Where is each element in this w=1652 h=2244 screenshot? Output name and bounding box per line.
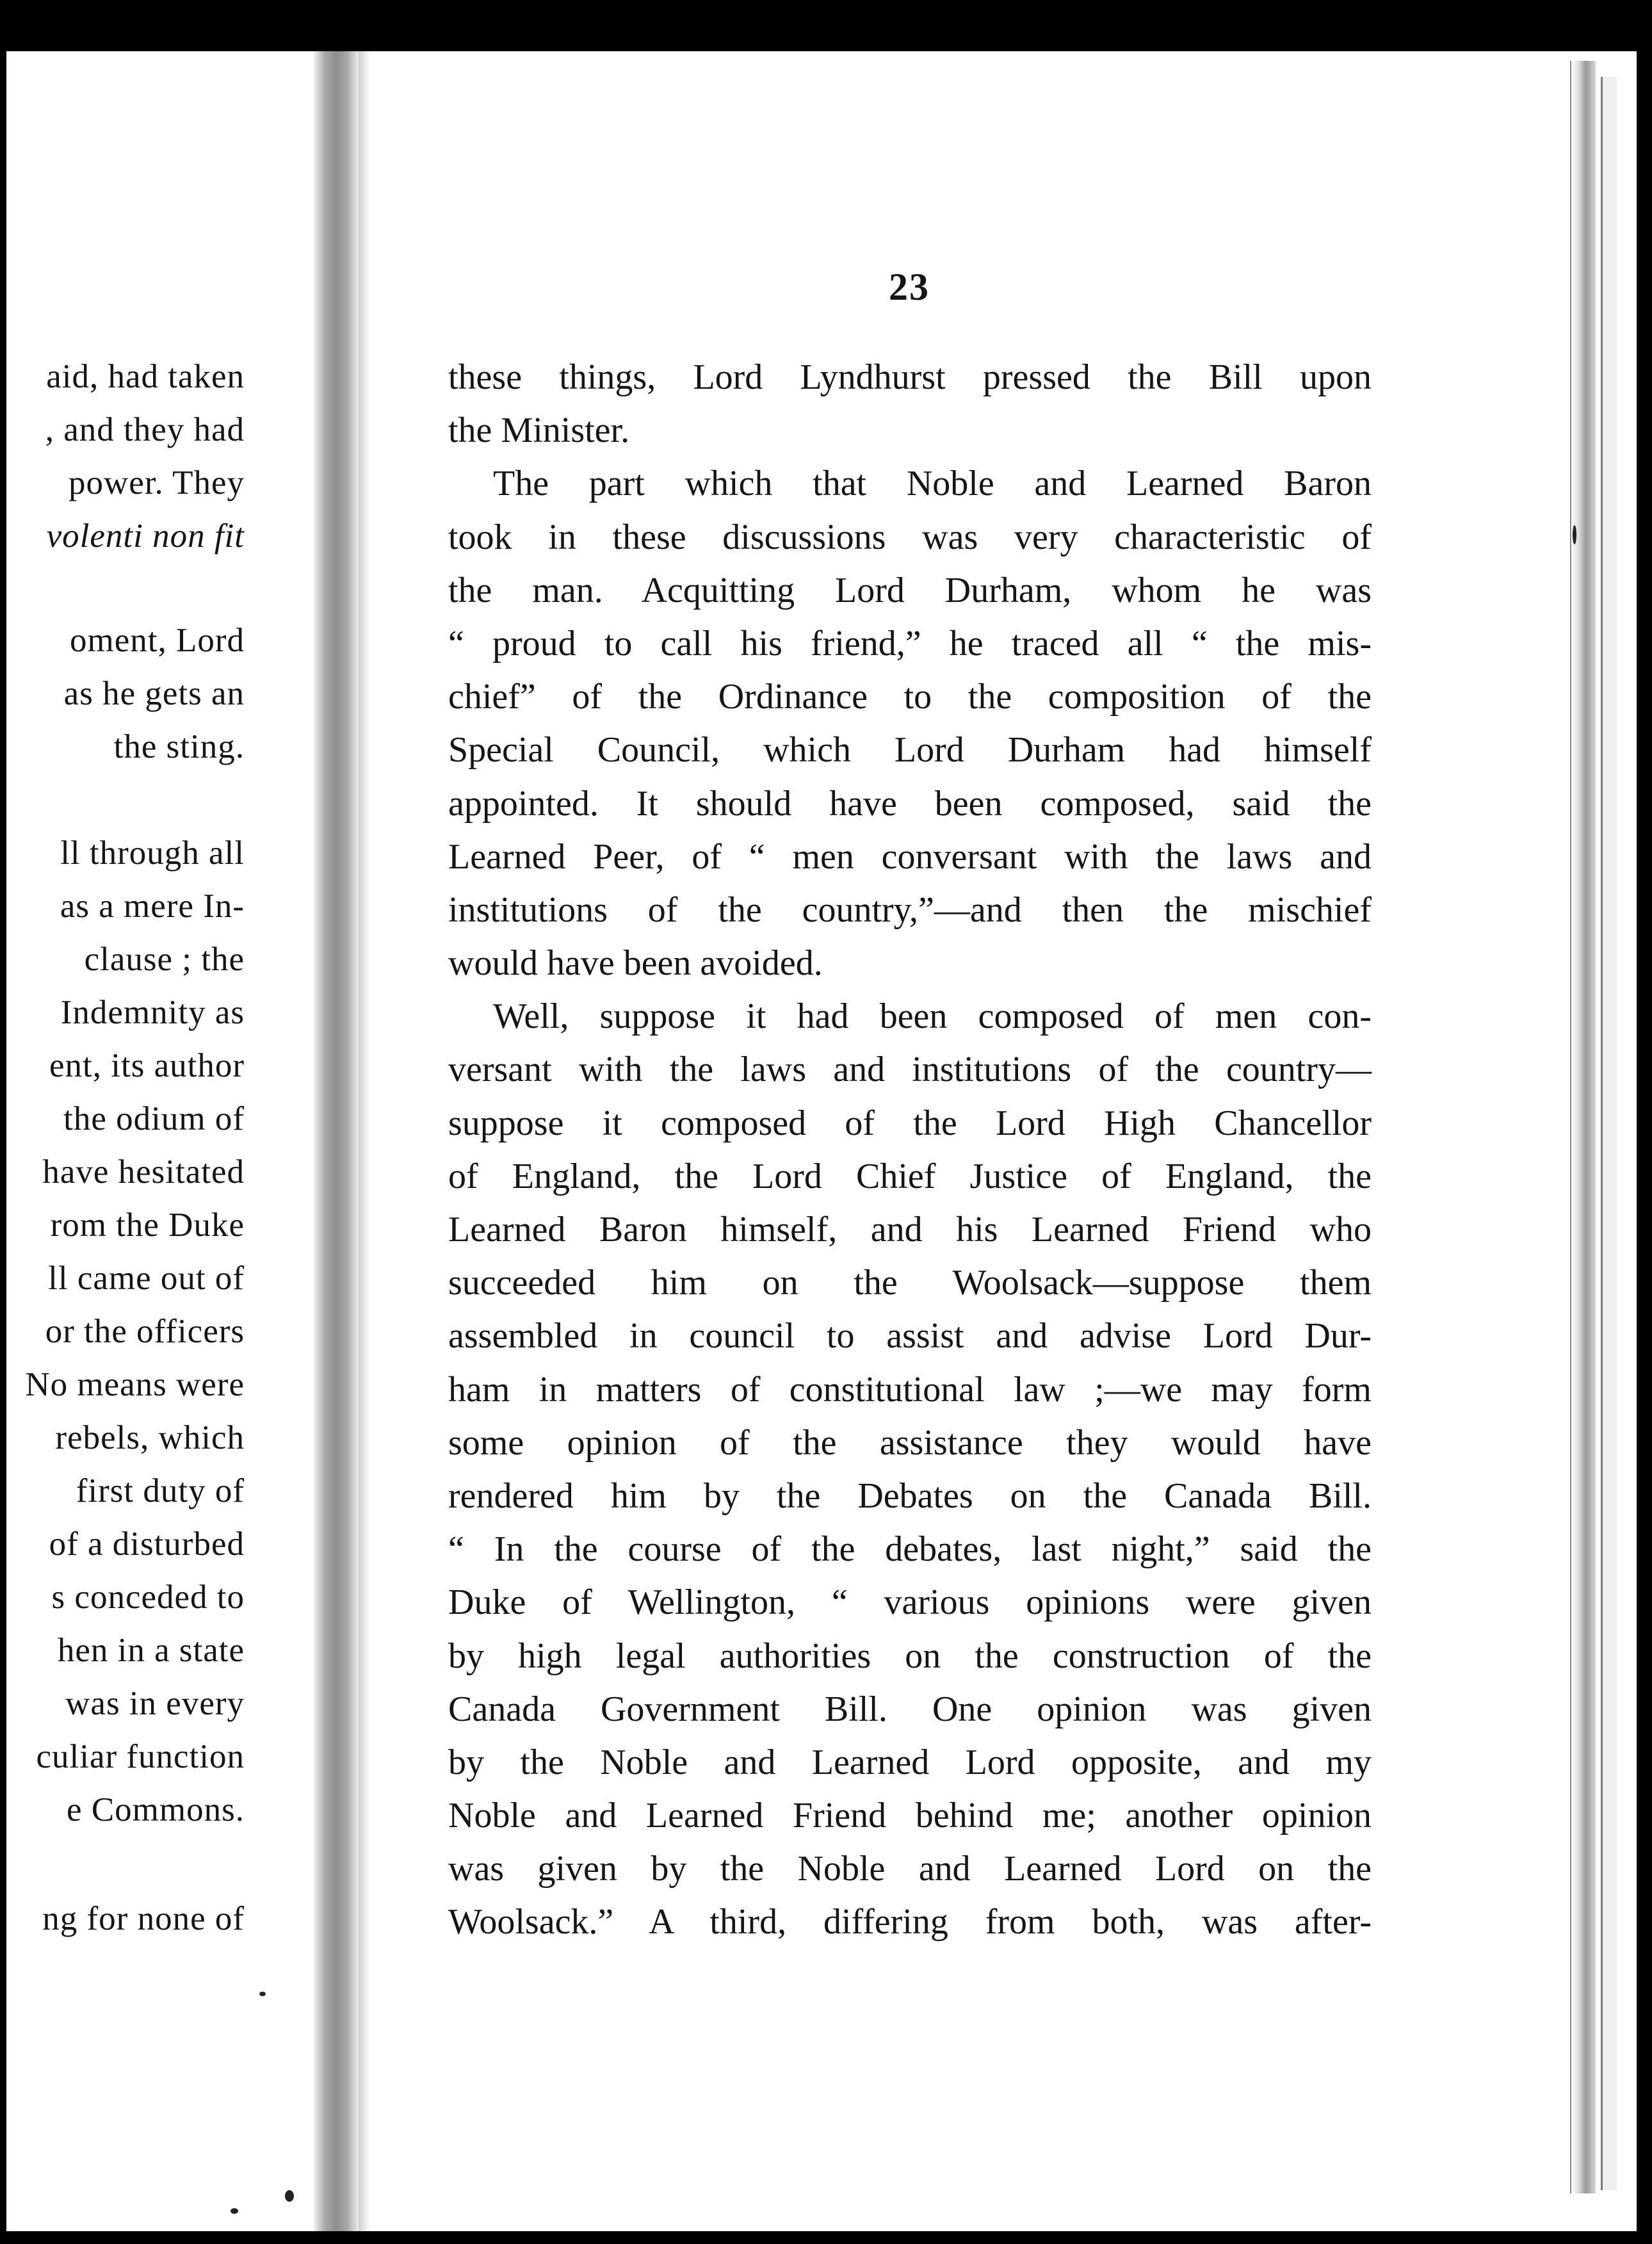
- text-line: appointed. It should have been composed, said the: [448, 783, 1372, 824]
- text-line: versant with the laws and institutions of the country—: [448, 1050, 1372, 1090]
- text-line: took in these discussions was very characteristic of: [448, 517, 1372, 557]
- scan-border-top: [0, 0, 1652, 51]
- facing-line: ll through all: [60, 834, 245, 872]
- text-line: Duke of Wellington, “ various opinions were given: [448, 1582, 1372, 1623]
- text-line: Learned Peer, of “ men conversant with the laws and: [448, 836, 1372, 877]
- book-gutter: [314, 51, 359, 2231]
- facing-line: ng for none of: [42, 1900, 245, 1937]
- facing-line: rom the Duke: [50, 1207, 245, 1244]
- facing-line: , and they had: [45, 411, 245, 448]
- text-line: some opinion of the assistance they would have: [448, 1422, 1372, 1463]
- text-line: Woolsack.” A third, differing from both, was after-: [448, 1902, 1372, 1942]
- text-line: “ In the course of the debates, last night,” said the: [448, 1529, 1372, 1570]
- scan-speck: [259, 1992, 266, 1996]
- text-line: Noble and Learned Friend behind me; another opinion: [448, 1796, 1372, 1836]
- facing-line: s conceded to: [51, 1579, 245, 1616]
- gutter-shadow: [359, 51, 370, 2231]
- scan-speck: [1573, 525, 1576, 544]
- facing-line: aid, had taken: [46, 358, 245, 395]
- facing-line: rebels, which: [55, 1419, 245, 1456]
- facing-line: clause ; the: [84, 941, 245, 978]
- text-line: Well, suppose it had been composed of men con-: [493, 996, 1372, 1037]
- text-line: rendered him by the Debates on the Canada Bill.: [448, 1476, 1372, 1516]
- text-line: ham in matters of constitutional law ;—we may form: [448, 1369, 1372, 1410]
- text-line: Canada Government Bill. One opinion was given: [448, 1689, 1372, 1729]
- text-line: succeeded him on the Woolsack—suppose them: [448, 1263, 1372, 1303]
- facing-line: No means were: [25, 1366, 245, 1403]
- facing-line: hen in a state: [57, 1632, 245, 1669]
- scan-border-right: [1637, 0, 1652, 2244]
- page-edge: [1570, 61, 1596, 2193]
- facing-line: ent, its author: [49, 1047, 245, 1084]
- scan-speck: [231, 2208, 238, 2214]
- body-text: [448, 351, 1372, 1949]
- text-line: of England, the Lord Chief Justice of England, the: [448, 1156, 1372, 1196]
- text-line: by the Noble and Learned Lord opposite, and my: [448, 1742, 1372, 1782]
- scan-border-bottom: [0, 2231, 1652, 2244]
- facing-line: Indemnity as: [60, 994, 245, 1031]
- text-line: was given by the Noble and Learned Lord on the: [448, 1849, 1372, 1889]
- facing-line: as he gets an: [63, 675, 245, 712]
- facing-line: power. They: [69, 464, 245, 501]
- facing-line: oment, Lord: [70, 622, 245, 659]
- facing-line: volenti non fit: [46, 517, 245, 555]
- facing-line: of a disturbed: [49, 1525, 245, 1563]
- text-line: the man. Acquitting Lord Durham, whom he was: [448, 570, 1372, 610]
- page-number: 23: [889, 266, 930, 308]
- facing-line: first duty of: [76, 1472, 245, 1509]
- text-line: The part which that Noble and Learned Baron: [493, 464, 1372, 504]
- text-line: assembled in council to assist and advise Lord Dur-: [448, 1316, 1372, 1356]
- text-line: Learned Baron himself, and his Learned Friend who: [448, 1210, 1372, 1249]
- text-line: the Minister.: [448, 411, 630, 451]
- text-line: these things, Lord Lyndhurst pressed the Bill upon: [448, 357, 1372, 397]
- facing-line: the odium of: [63, 1100, 245, 1137]
- text-line: by high legal authorities on the construction of the: [448, 1636, 1372, 1676]
- facing-line: have hesitated: [42, 1153, 245, 1191]
- facing-line: or the officers: [45, 1313, 245, 1350]
- text-line: suppose it composed of the Lord High Chancellor: [448, 1103, 1372, 1143]
- scan-speck: [285, 2190, 294, 2202]
- scan-border-left: [0, 0, 6, 2244]
- facing-line: e Commons.: [67, 1791, 245, 1828]
- text-line: would have been avoided.: [448, 943, 823, 984]
- text-line: chief” of the Ordinance to the composition of the: [448, 677, 1372, 717]
- facing-line: the sting.: [113, 728, 245, 765]
- page-edge-outer: [1601, 77, 1617, 2190]
- facing-line: ll came out of: [48, 1260, 245, 1297]
- facing-line: as a mere In-: [60, 888, 245, 925]
- text-line: institutions of the country,”—and then the mischief: [448, 890, 1372, 930]
- text-line: Special Council, which Lord Durham had himself: [448, 730, 1372, 770]
- text-line: “ proud to call his friend,” he traced all “ the mis-: [448, 623, 1372, 663]
- facing-line: was in every: [65, 1685, 245, 1722]
- facing-page: [6, 51, 327, 2231]
- facing-line: culiar function: [36, 1738, 245, 1775]
